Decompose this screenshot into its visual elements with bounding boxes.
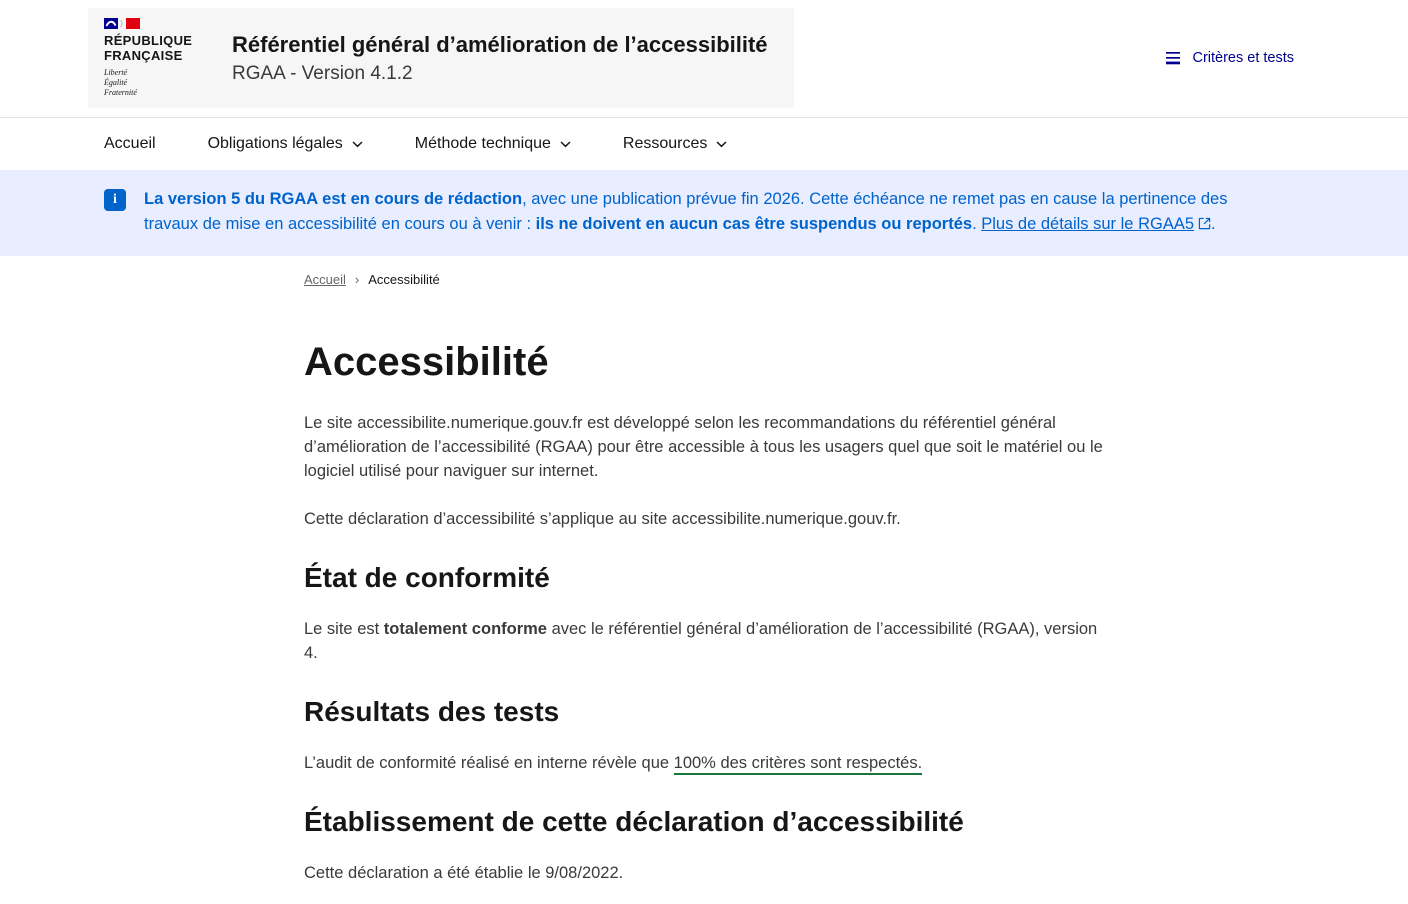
nav-item-methode-technique[interactable] [415, 118, 571, 170]
conformity-heading: État de conformité [304, 562, 550, 593]
external-link-icon [1198, 217, 1211, 230]
notice-text [144, 187, 1266, 237]
site-header [0, 0, 1408, 118]
declaration-paragraph: Cette déclaration a été établie le 9/08/2022. [304, 864, 624, 882]
header-brand-block[interactable] [88, 8, 794, 108]
main-navigation [0, 118, 1408, 170]
service-title: Référentiel général d’amélioration de l’accessibilité [232, 31, 768, 57]
chevron-down-icon [560, 141, 571, 148]
notice-text-part1: , avec une publication prévue fin 2026. Cette échéance ne remet pas en cause la pertinence des travaux de mise en accessibilité en cours ou à venir : [144, 190, 1228, 233]
results-text-before: L’audit de conformité réalisé en interne révèle que [304, 754, 674, 772]
info-notice-banner [0, 170, 1408, 256]
notice-text-part2: . [972, 215, 982, 233]
logo-motto: Liberté Égalité Fraternité [104, 68, 137, 97]
list-icon [1166, 51, 1182, 65]
logo-institution-name: RÉPUBLIQUE FRANÇAISE [104, 33, 193, 63]
chevron-down-icon [716, 141, 727, 148]
criteres-et-tests-link[interactable] [1166, 50, 1294, 66]
breadcrumb-accueil-link[interactable]: Accueil [304, 272, 346, 287]
service-tagline: RGAA - Version 4.1.2 [232, 62, 413, 84]
rgaa5-details-link[interactable] [981, 215, 1211, 233]
french-flag-icon [104, 18, 140, 30]
nav-item-label: Obligations légales [207, 135, 343, 152]
results-heading: Résultats des tests [304, 696, 560, 727]
results-paragraph [304, 751, 1104, 775]
nav-item-label: Accueil [104, 135, 156, 152]
main-content [0, 256, 1408, 885]
intro-paragraph-2: Cette déclaration d’accessibilité s’applique au site accessibilite.numerique.gouv.fr. [304, 510, 901, 528]
chevron-down-icon [352, 141, 363, 148]
info-icon: i [104, 189, 126, 211]
nav-item-accueil[interactable] [104, 118, 156, 170]
results-percentage-link[interactable]: 100% des critères sont respectés. [674, 754, 923, 775]
intro-paragraph-1: Le site accessibilite.numerique.gouv.fr est développé selon les recommandations du référentiel général d’amélioration de l’accessibilité (RGAA) pour être accessible à tous les usagers quel que soit le matériel ou le logiciel utilisé pour naviguer sur internet. [304, 414, 1103, 480]
conformity-paragraph [304, 617, 1104, 665]
conformity-text-after: avec le référentiel général d’amélioration de l’accessibilité (RGAA), version 4. [304, 620, 1098, 662]
notice-text-end: . [1211, 215, 1216, 233]
nav-item-label: Ressources [622, 135, 708, 152]
nav-item-obligations-legales[interactable] [208, 118, 363, 170]
breadcrumb [304, 256, 1104, 287]
tool-link-label: Critères et tests [1192, 50, 1294, 66]
breadcrumb-current-page: Accessibilité [368, 272, 440, 287]
service-title-block [232, 32, 768, 85]
page-title: Accessibilité [304, 340, 549, 384]
rgaa5-details-link-label: Plus de détails sur le RGAA5 [981, 215, 1195, 233]
nav-item-label: Méthode technique [414, 135, 551, 152]
conformity-text-before: Le site est [304, 620, 384, 638]
notice-bold-intro: La version 5 du RGAA est en cours de rédaction [144, 190, 523, 208]
notice-bold-warning: ils ne doivent en aucun cas être suspendus ou reportés [535, 215, 973, 233]
declaration-heading: Établissement de cette déclaration d’accessibilité [304, 806, 964, 837]
nav-item-ressources[interactable] [623, 118, 727, 170]
republique-francaise-logo [104, 18, 204, 98]
conformity-status-bold: totalement conforme [383, 620, 547, 638]
breadcrumb-separator-icon: › [354, 272, 360, 287]
